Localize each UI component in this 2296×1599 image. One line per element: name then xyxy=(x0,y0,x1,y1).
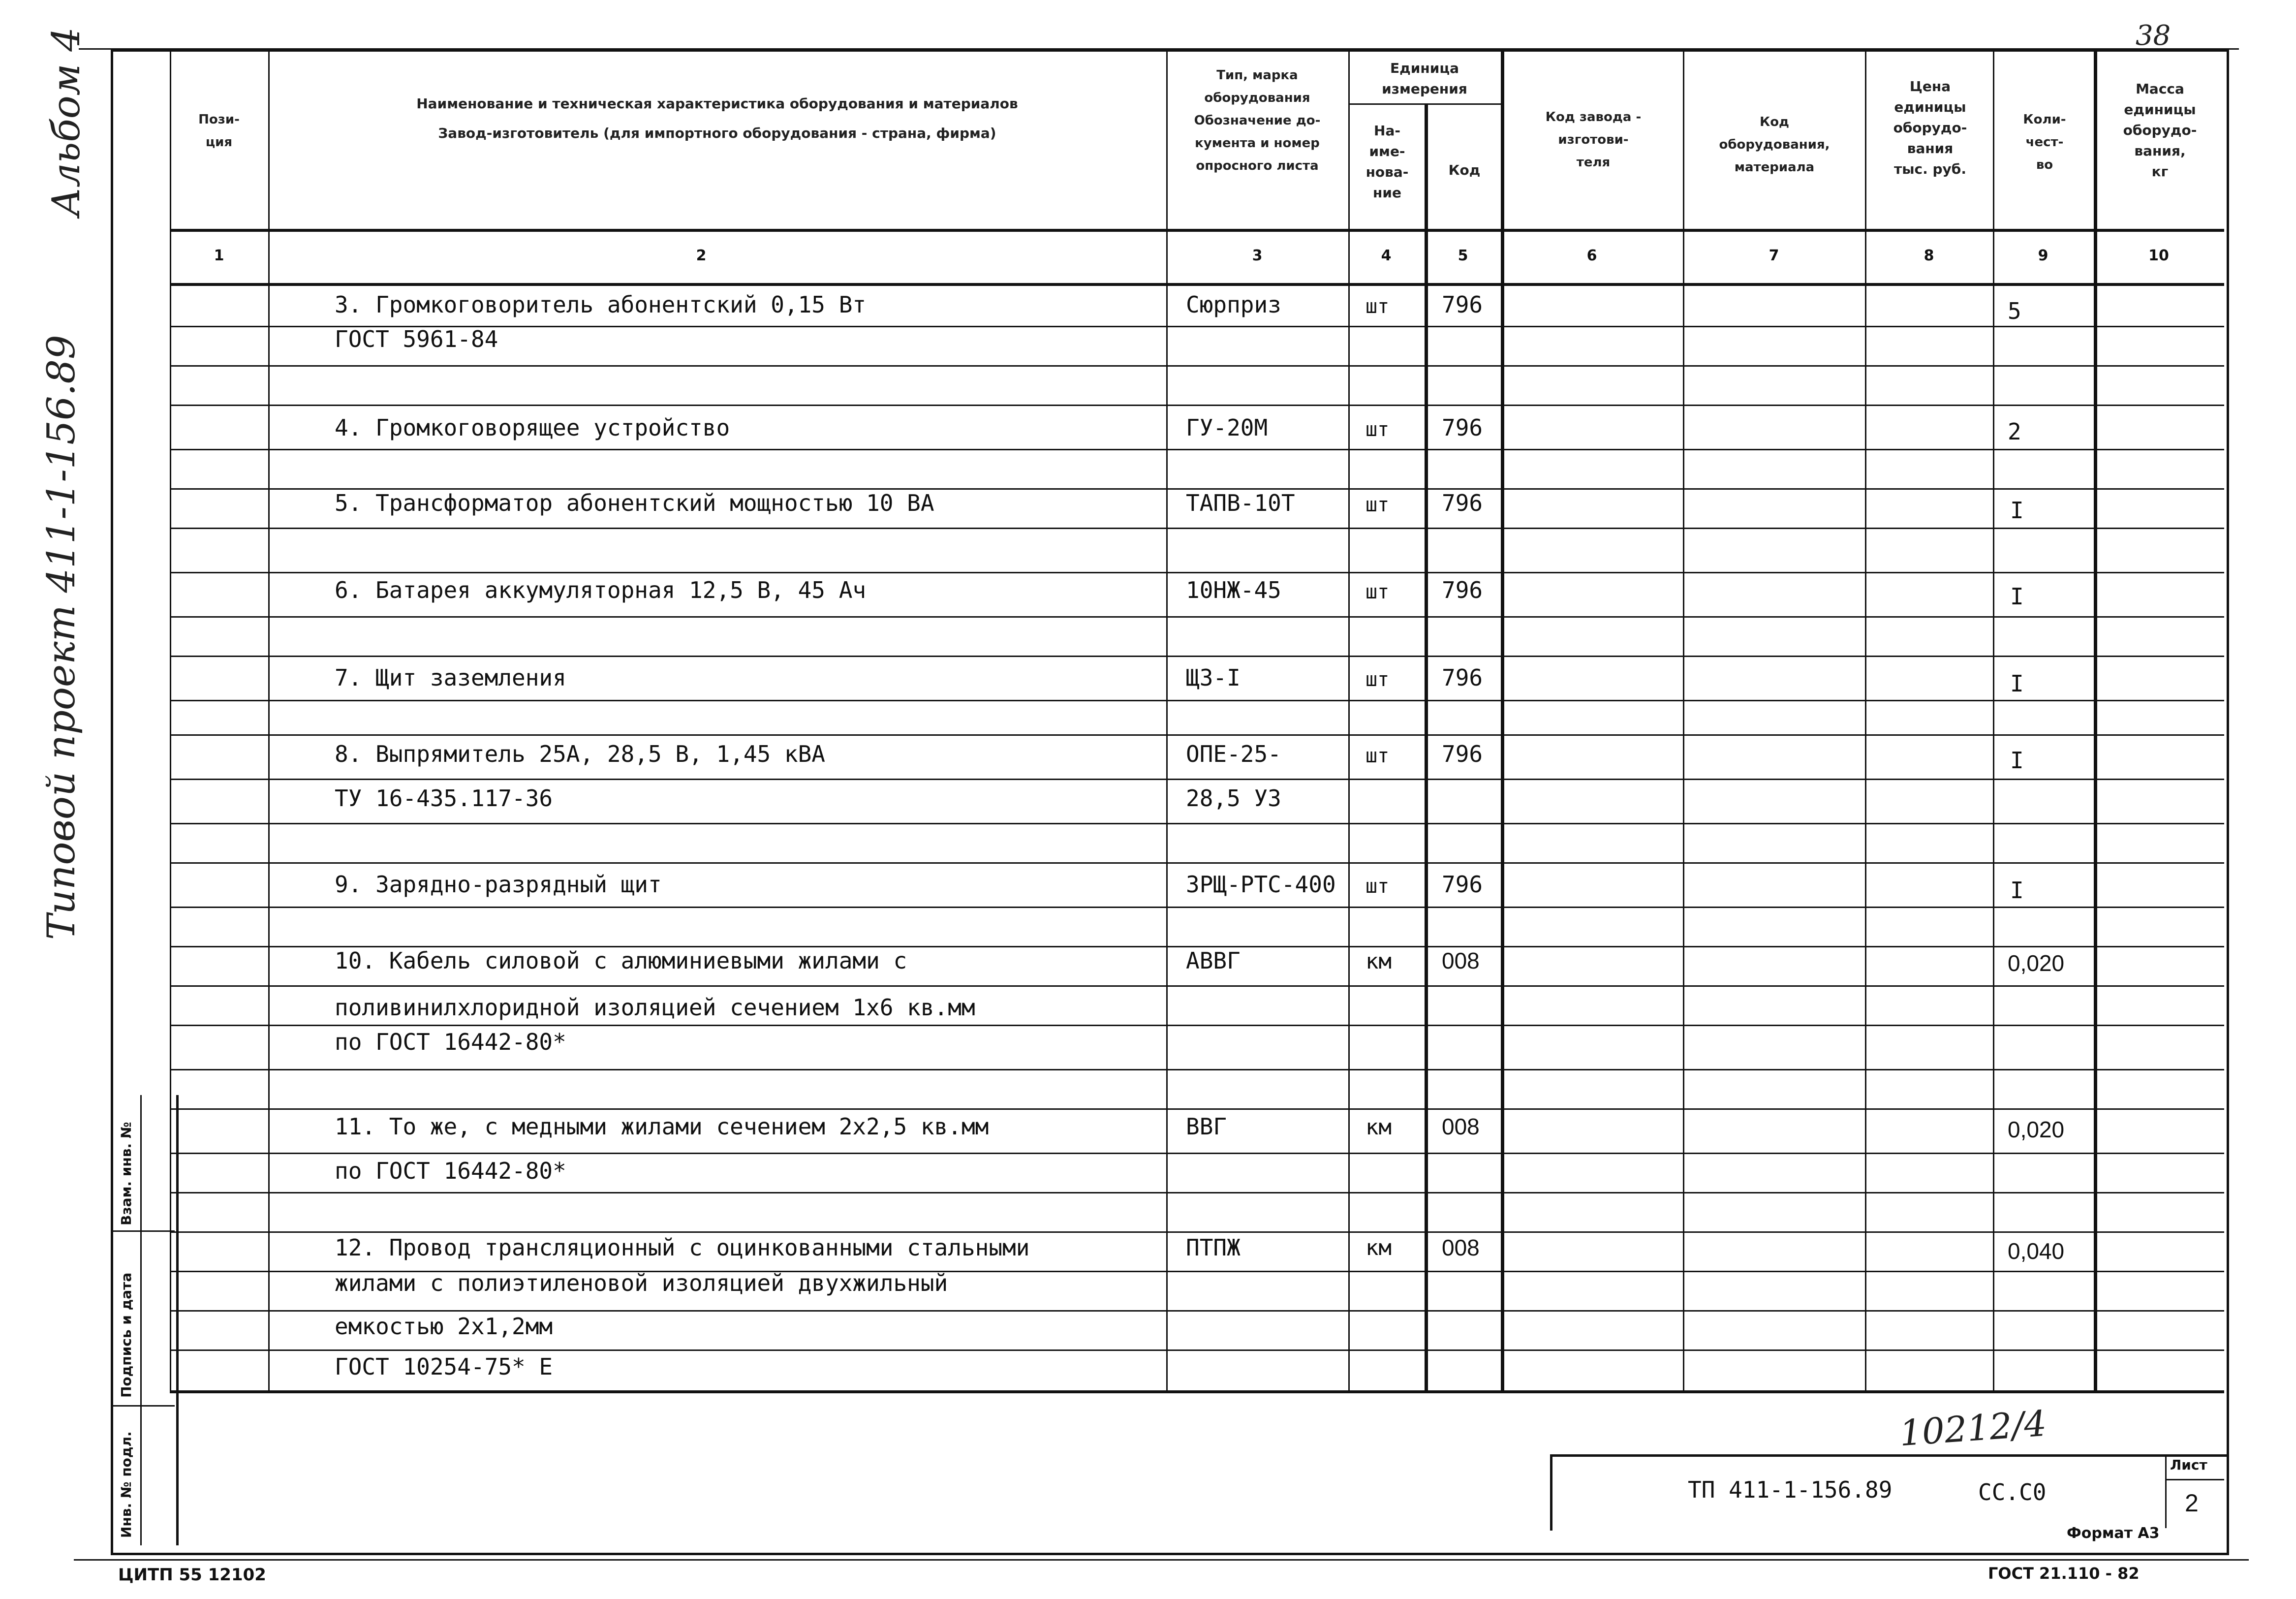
header-mass: Масса единицы оборудо- вания, кг xyxy=(2123,81,2197,180)
footer-standard: ГОСТ 21.110 - 82 xyxy=(1988,1564,2140,1583)
row-line xyxy=(170,985,2224,987)
item-8-type-2: 28,5 УЗ xyxy=(1186,785,1281,812)
item-7-qty: I xyxy=(2010,670,2024,697)
item-3-unit: шт xyxy=(1365,295,1390,318)
stamp-label-inv-replace: Взам. инв. № xyxy=(118,1122,134,1225)
colnum-6: 6 xyxy=(1586,247,1597,264)
col-line-7 xyxy=(1683,49,1684,1390)
col-line-4 xyxy=(1348,49,1350,1390)
item-12-line-2: жилами с полиэтиленовой изоляцией двухжильный xyxy=(335,1270,948,1296)
item-12-code: 008 xyxy=(1442,1235,1480,1260)
title-block-sheet-number: 2 xyxy=(2185,1489,2199,1517)
row-line xyxy=(170,1310,2224,1312)
item-9-code: 796 xyxy=(1442,871,1483,898)
title-block-sheet-label: Лист xyxy=(2170,1457,2207,1473)
item-7-unit: шт xyxy=(1365,668,1390,691)
album-label: Альбом 4 xyxy=(44,27,89,217)
header-unit: Единица измерения xyxy=(1382,60,1467,97)
table-bottom-line xyxy=(170,1390,2224,1393)
title-block-code: СС.С0 xyxy=(1978,1479,2047,1505)
row-line xyxy=(170,1153,2224,1154)
colnum-1: 1 xyxy=(214,247,224,264)
row-line xyxy=(170,528,2224,529)
item-10-line-1: 10. Кабель силовой с алюминиевыми жилами с xyxy=(335,947,907,974)
item-4-qty: 2 xyxy=(2008,418,2021,445)
header-factory-code: Код завода - изготови- теля xyxy=(1545,110,1642,170)
row-line xyxy=(170,823,2224,824)
col-line-2 xyxy=(268,49,270,1390)
project-label: Типовой проект 411-1-156.89 xyxy=(39,335,84,940)
item-9-line-1: 9. Зарядно-разрядный щит xyxy=(335,871,662,898)
colnum-5: 5 xyxy=(1458,247,1468,264)
row-line xyxy=(170,365,2224,367)
item-3-type: Сюрприз xyxy=(1186,291,1281,318)
footer-left-stamp: ЦИТП 55 12102 xyxy=(118,1565,266,1585)
item-10-type: АВВГ xyxy=(1186,947,1241,974)
item-10-line-2: поливинилхлоридной изоляцией сечением 1х6 кв.мм xyxy=(335,994,975,1021)
row-line xyxy=(170,734,2224,736)
row-line xyxy=(170,1231,2224,1233)
item-7-code: 796 xyxy=(1442,664,1483,691)
outer-bottom-rule xyxy=(74,1559,2249,1561)
item-6-type: 10НЖ-45 xyxy=(1186,577,1281,603)
header-name-line1: Наименование и техническая характеристика оборудования и материалов xyxy=(416,95,1018,112)
item-8-qty: I xyxy=(2010,747,2024,774)
sheet-corner-number: 38 xyxy=(2136,20,2171,52)
title-block-sheet-divider xyxy=(2165,1454,2167,1528)
colnum-2: 2 xyxy=(696,247,707,264)
item-10-line-3: по ГОСТ 16442-80* xyxy=(335,1029,566,1055)
item-5-line-1: 5. Трансформатор абонентский мощностью 10 ВА xyxy=(335,490,934,516)
item-12-type: ПТПЖ xyxy=(1186,1234,1241,1261)
item-11-line-1: 11. То же, с медными жилами сечением 2х2,5 кв.мм xyxy=(335,1113,989,1140)
row-line xyxy=(170,779,2224,780)
header-unit-name: На- име- нова- ние xyxy=(1365,123,1409,201)
item-3-qty: 5 xyxy=(2008,298,2021,324)
colnum-9: 9 xyxy=(2038,247,2048,264)
item-8-unit: шт xyxy=(1365,745,1390,767)
item-9-type: ЗРЩ-РТС-400 xyxy=(1186,871,1336,898)
header-price: Цена единицы оборудо- вания тыс. руб. xyxy=(1893,78,1967,177)
item-10-unit: км xyxy=(1365,949,1392,974)
item-12-qty: 0,040 xyxy=(2008,1238,2065,1264)
header-position: Пози- ция xyxy=(198,112,240,150)
row-line xyxy=(170,616,2224,618)
outer-top-rule xyxy=(79,48,2239,50)
row-line xyxy=(170,700,2224,701)
item-7-line-1: 7. Щит заземления xyxy=(335,664,566,691)
item-10-code: 008 xyxy=(1442,948,1480,973)
item-6-code: 796 xyxy=(1442,577,1483,603)
stamp-inner-line xyxy=(140,1095,142,1545)
stamp-divider-1 xyxy=(111,1230,175,1232)
colnum-7: 7 xyxy=(1769,247,1779,264)
item-11-type: ВВГ xyxy=(1186,1113,1227,1140)
colnum-8: 8 xyxy=(1924,247,1934,264)
header-name-line2: Завод-изготовитель (для импортного оборудования - страна, фирма) xyxy=(438,125,996,141)
col-line-1 xyxy=(170,49,171,1390)
item-6-qty: I xyxy=(2010,583,2024,610)
item-9-qty: I xyxy=(2010,877,2024,904)
header-bottom-line xyxy=(170,229,2224,232)
item-4-unit: шт xyxy=(1365,418,1390,441)
item-12-line-4: ГОСТ 10254-75* Е xyxy=(335,1353,553,1380)
item-4-type: ГУ-20М xyxy=(1186,414,1268,441)
header-type: Тип, марка оборудования Обозначение до- кумента и номер опросного листа xyxy=(1194,68,1321,173)
item-5-unit: шт xyxy=(1365,494,1390,516)
item-3-code: 796 xyxy=(1442,291,1483,318)
row-line xyxy=(170,1069,2224,1070)
row-line xyxy=(170,656,2224,657)
row-line xyxy=(170,862,2224,864)
item-12-line-3: емкостью 2х1,2мм xyxy=(335,1313,553,1340)
highlight-top-line xyxy=(1425,283,2096,286)
row-line xyxy=(170,1192,2224,1193)
item-12-unit: км xyxy=(1365,1235,1392,1260)
footer-format: Формат А3 xyxy=(2067,1525,2160,1542)
item-8-line-1: 8. Выпрямитель 25А, 28,5 В, 1,45 кВА xyxy=(335,741,825,767)
row-line xyxy=(170,1108,2224,1110)
item-3-line-2: ГОСТ 5961-84 xyxy=(335,326,498,352)
item-11-qty: 0,020 xyxy=(2008,1117,2065,1142)
col-line-9 xyxy=(1993,49,1994,1390)
item-7-type: ЩЗ-I xyxy=(1186,664,1241,691)
col-line-5 xyxy=(1425,103,1428,1393)
item-8-line-2: ТУ 16-435.117-36 xyxy=(335,785,553,812)
title-block-sheet-line xyxy=(2165,1479,2224,1480)
col-line-8 xyxy=(1865,49,1866,1390)
row-line xyxy=(170,405,2224,406)
row-line xyxy=(170,907,2224,908)
row-line xyxy=(170,1349,2224,1351)
col-line-3 xyxy=(1166,49,1168,1390)
item-3-line-1: 3. Громкоговоритель абонентский 0,15 Вт xyxy=(335,291,867,318)
stamp-label-sign-date: Подпись и дата xyxy=(118,1272,134,1398)
item-10-qty: 0,020 xyxy=(2008,950,2065,976)
item-8-code: 796 xyxy=(1442,741,1483,767)
item-9-unit: шт xyxy=(1365,875,1390,898)
item-4-code: 796 xyxy=(1442,414,1483,441)
unit-subheader-line xyxy=(1348,103,1501,105)
item-5-code: 796 xyxy=(1442,490,1483,516)
colnum-3: 3 xyxy=(1252,247,1263,264)
item-6-line-1: 6. Батарея аккумуляторная 12,5 В, 45 Ач xyxy=(335,577,867,603)
item-11-unit: км xyxy=(1365,1115,1392,1140)
col-line-6 xyxy=(1501,49,1504,1393)
item-6-unit: шт xyxy=(1365,581,1390,603)
item-12-line-1: 12. Провод трансляционный с оцинкованными стальными xyxy=(335,1234,1030,1261)
row-line xyxy=(170,1025,2224,1026)
col-line-10 xyxy=(2094,49,2097,1393)
colnum-10: 10 xyxy=(2148,247,2169,264)
header-quantity: Коли- чест- во xyxy=(2023,112,2066,172)
colnum-4: 4 xyxy=(1381,247,1392,264)
item-11-line-2: по ГОСТ 16442-80* xyxy=(335,1158,566,1184)
header-unit-code: Код xyxy=(1448,162,1481,178)
item-11-code: 008 xyxy=(1442,1114,1480,1139)
item-5-qty: I xyxy=(2010,497,2024,524)
item-8-type-1: ОПЕ-25- xyxy=(1186,741,1281,767)
row-line xyxy=(170,449,2224,450)
stamp-label-inv-orig: Инв. № подл. xyxy=(118,1431,134,1538)
item-5-type: ТАПВ-10Т xyxy=(1186,490,1295,516)
stamp-divider-2 xyxy=(111,1405,175,1407)
handwritten-register-number: 10212/4 xyxy=(1898,1402,2048,1454)
header-equipment-code: Код оборудования, материала xyxy=(1719,115,1830,175)
row-line xyxy=(170,572,2224,573)
item-4-line-1: 4. Громкоговорящее устройство xyxy=(335,414,730,441)
title-block-designation: ТП 411-1-156.89 xyxy=(1688,1476,1893,1503)
